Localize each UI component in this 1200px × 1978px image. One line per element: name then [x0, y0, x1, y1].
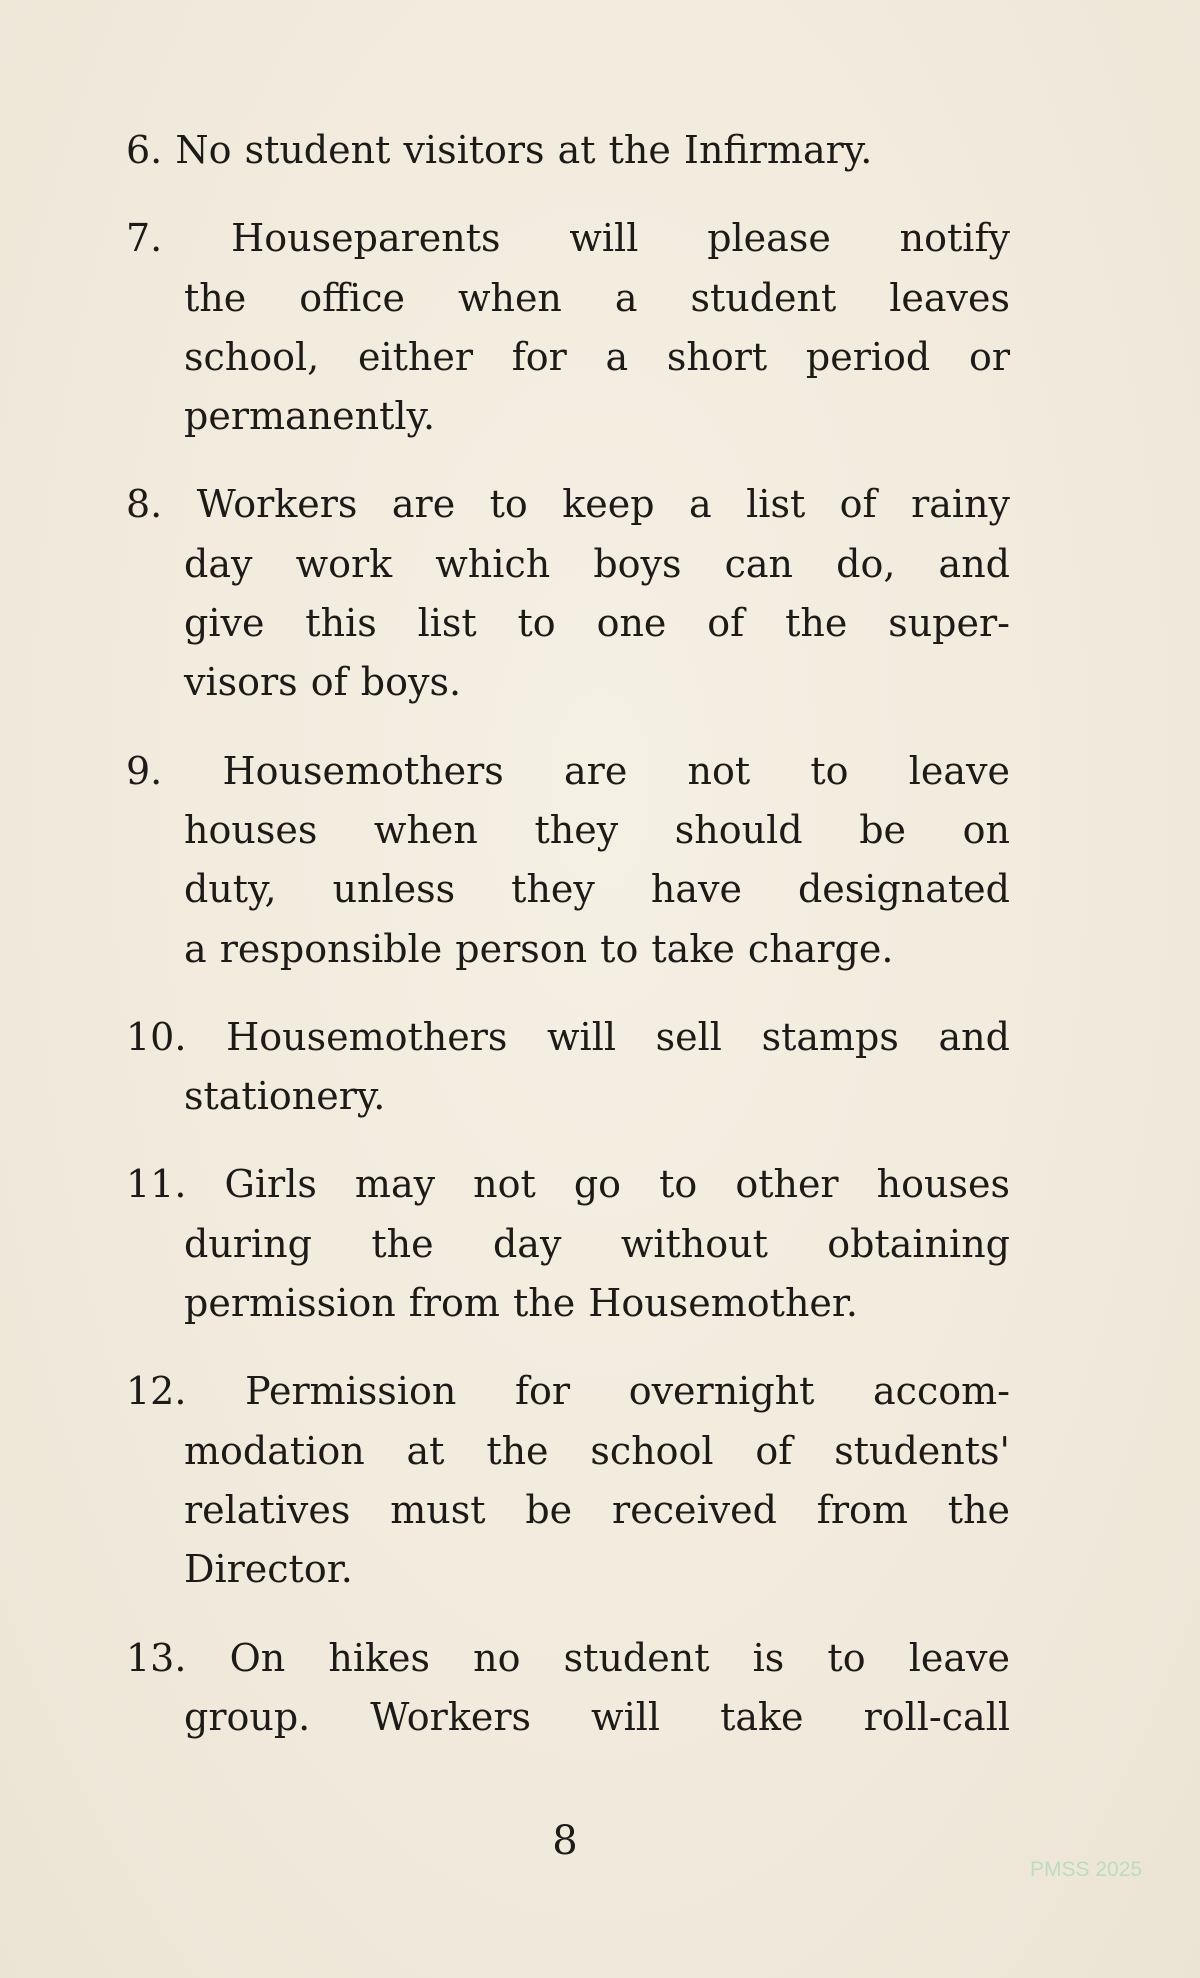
rule-line: duty, unless they have designated: [184, 867, 1010, 912]
rule-number: 12.: [126, 1369, 187, 1414]
rules-list: [0, 121, 1200, 1776]
rule-number: 6.: [126, 128, 163, 172]
rule-line: [126, 1629, 1010, 1688]
rule-line: [126, 742, 1010, 801]
rule-line: school, either for a short period or: [184, 334, 1010, 379]
rule-number: 8.: [126, 482, 163, 527]
rule-number: 11.: [126, 1162, 187, 1207]
rule-line: visors of boys.: [184, 660, 462, 705]
rule-line: Director.: [184, 1547, 353, 1592]
rule-item: [0, 742, 1200, 979]
rule-line: give this list to one of the super-: [184, 601, 1010, 646]
rule-text: Housemothers are not to leave: [222, 748, 1010, 793]
rule-text: No student visitors at the Infirmary.: [175, 128, 873, 172]
rule-item: [0, 1008, 1200, 1127]
rule-line: [126, 121, 1010, 180]
rule-number: 7.: [126, 216, 163, 261]
rule-line: houses when they should be on: [184, 807, 1010, 852]
rule-text: Houseparents will please notify: [231, 216, 1010, 261]
rule-text: On hikes no student is to leave: [229, 1635, 1010, 1680]
rule-text: Girls may not go to other houses: [224, 1162, 1010, 1207]
rule-item: [0, 209, 1200, 446]
page-number: 8: [552, 1818, 578, 1864]
rule-line: stationery.: [184, 1074, 386, 1119]
rule-text: Workers are to keep a list of rainy: [196, 482, 1010, 527]
rule-line: relatives must be received from the: [184, 1487, 1010, 1532]
rule-number: 13.: [126, 1635, 187, 1680]
rule-line: permanently.: [184, 394, 436, 439]
rule-line: group. Workers will take roll-call: [184, 1694, 1010, 1739]
rule-line: modation at the school of students': [184, 1428, 1010, 1473]
rule-line: day work which boys can do, and: [184, 541, 1010, 586]
rule-line: [126, 1362, 1010, 1421]
rule-item: [0, 1362, 1200, 1599]
rule-text: Housemothers will sell stamps and: [226, 1014, 1010, 1059]
rule-line: during the day without obtaining: [184, 1221, 1010, 1266]
rule-number: 9.: [126, 748, 163, 793]
rule-line: the office when a student leaves: [184, 275, 1010, 320]
rule-item: [0, 1155, 1200, 1333]
rule-line: permission from the Housemother.: [184, 1281, 858, 1326]
rule-line: [126, 209, 1010, 268]
rule-line: [126, 1008, 1010, 1067]
watermark: PMSS 2025: [1030, 1858, 1143, 1881]
rule-item: [0, 1629, 1200, 1748]
rule-text: Permission for overnight accom-: [245, 1369, 1010, 1414]
rule-number: 10.: [126, 1014, 187, 1059]
rule-line: [126, 475, 1010, 534]
rule-line: [126, 1155, 1010, 1214]
rule-item: [0, 121, 1200, 180]
rule-line: a responsible person to take charge.: [184, 926, 894, 971]
rule-item: [0, 475, 1200, 712]
